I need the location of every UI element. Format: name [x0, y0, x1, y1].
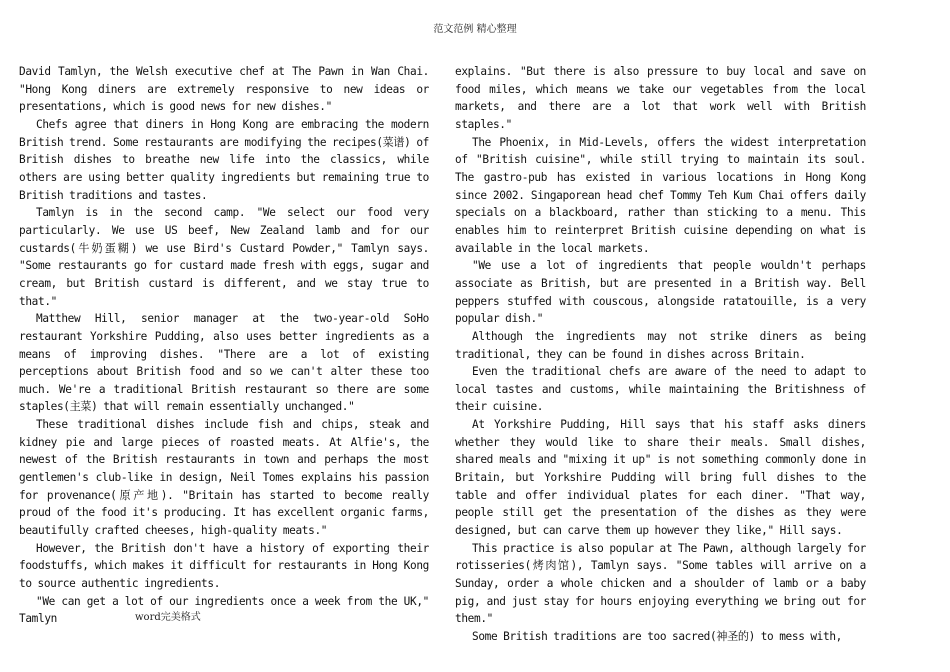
- paragraph: Tamlyn is in the second camp. "We select our food very particularly. We use US beef, New Zealand lamb and for our custards(牛奶蛋糊) we use Bird's Custard Powder," Tamlyn says. "Some restaurants go for custard made fresh with eggs, sugar and cream, but British custard is different, and we stay true to that.": [19, 206, 429, 308]
- left-column: [19, 63, 429, 628]
- paragraph: Chefs agree that diners in Hong Kong are embracing the modern British trend. Some restaurants are modifying the recipes(菜谱) of British dishes to breathe new life into the classics, while others are using better quality ingredients but remaining true to British traditions and tastes.: [19, 117, 429, 202]
- paragraph: These traditional dishes include fish and chips, steak and kidney pie and large pieces of roasted meats. At Alfie's, the newest of the British restaurants in town and perhaps the most gentlemen's club-like in design, Neil Tomes explains his passion for provenance(原产地). "Britain has started to become really proud of the food it's producing. It has excellent organic farms, beautifully crafted cheeses, high-quality meats.": [19, 418, 429, 538]
- paragraph: "We use a lot of ingredients that people wouldn't perhaps associate as British, but are presented in a British way. Bell peppers stuffed with couscous, alongside ratatouille, is a very popular dish.": [455, 259, 866, 326]
- paragraph: "We can get a lot of our ingredients once a week from the UK," Tamlyn: [19, 594, 429, 626]
- paragraph: The Phoenix, in Mid-Levels, offers the widest interpretation of "British cuisine", while still trying to maintain its soul. The gastro-pub has existed in various locations in Hong Kong since 2002. Singaporean head chef Tommy Teh Kum Chai offers daily specials on a blackboard, rather than sticking to a menu. This enables him to reinterpret British cuisine depending on what is available in the local markets.: [455, 135, 866, 255]
- page-footer: word完美格式: [135, 612, 201, 623]
- paragraph: Although the ingredients may not strike diners as being traditional, they can be found in dishes across Britain.: [455, 329, 866, 361]
- paragraph: Even the traditional chefs are aware of the need to adapt to local tastes and customs, while maintaining the Britishness of their cuisine.: [455, 365, 866, 414]
- paragraph: Matthew Hill, senior manager at the two-year-old SoHo restaurant Yorkshire Pudding, also uses better ingredients as a means of improving dishes. "There are a lot of existing perceptions about British food and so we can't alter these too much. We're a traditional British restaurant so there are some staples(主菜) that will remain essentially unchanged.": [19, 312, 429, 414]
- paragraph: However, the British don't have a history of exporting their foodstuffs, which makes it difficult for restaurants in Hong Kong to source authentic ingredients.: [19, 541, 429, 591]
- paragraph: At Yorkshire Pudding, Hill says that his staff asks diners whether they would like to share their meals. Small dishes, shared meals and "mixing it up" is not something commonly done in Britain, but Yorkshire Pudding will bring full dishes to the table and offer individual plates for each diner. "That way, people still get the presentation of the dishes as they were designed, but can carve them up however they like," Hill says.: [455, 418, 866, 538]
- right-column: [455, 63, 866, 646]
- paragraph: This practice is also popular at The Pawn, although largely for rotisseries(烤肉馆), Tamlyn says. "Some tables will arrive on a Sunday, order a whole chicken and a shoulder of lamb or a baby pig, and just stay for hours enjoying everything we bring out for them.": [455, 541, 866, 626]
- paragraph: David Tamlyn, the Welsh executive chef at The Pawn in Wan Chai. "Hong Kong diners are extremely responsive to new ideas or presentations, which is good news for new dishes.": [19, 65, 429, 114]
- page-header: 范文范例 精心整理: [433, 24, 517, 35]
- paragraph: explains. "But there is also pressure to buy local and save on food miles, which means we take our vegetables from the local markets, and there are a lot that work well with British staples.": [455, 65, 866, 131]
- paragraph: Some British traditions are too sacred(神圣的) to mess with,: [472, 630, 842, 643]
